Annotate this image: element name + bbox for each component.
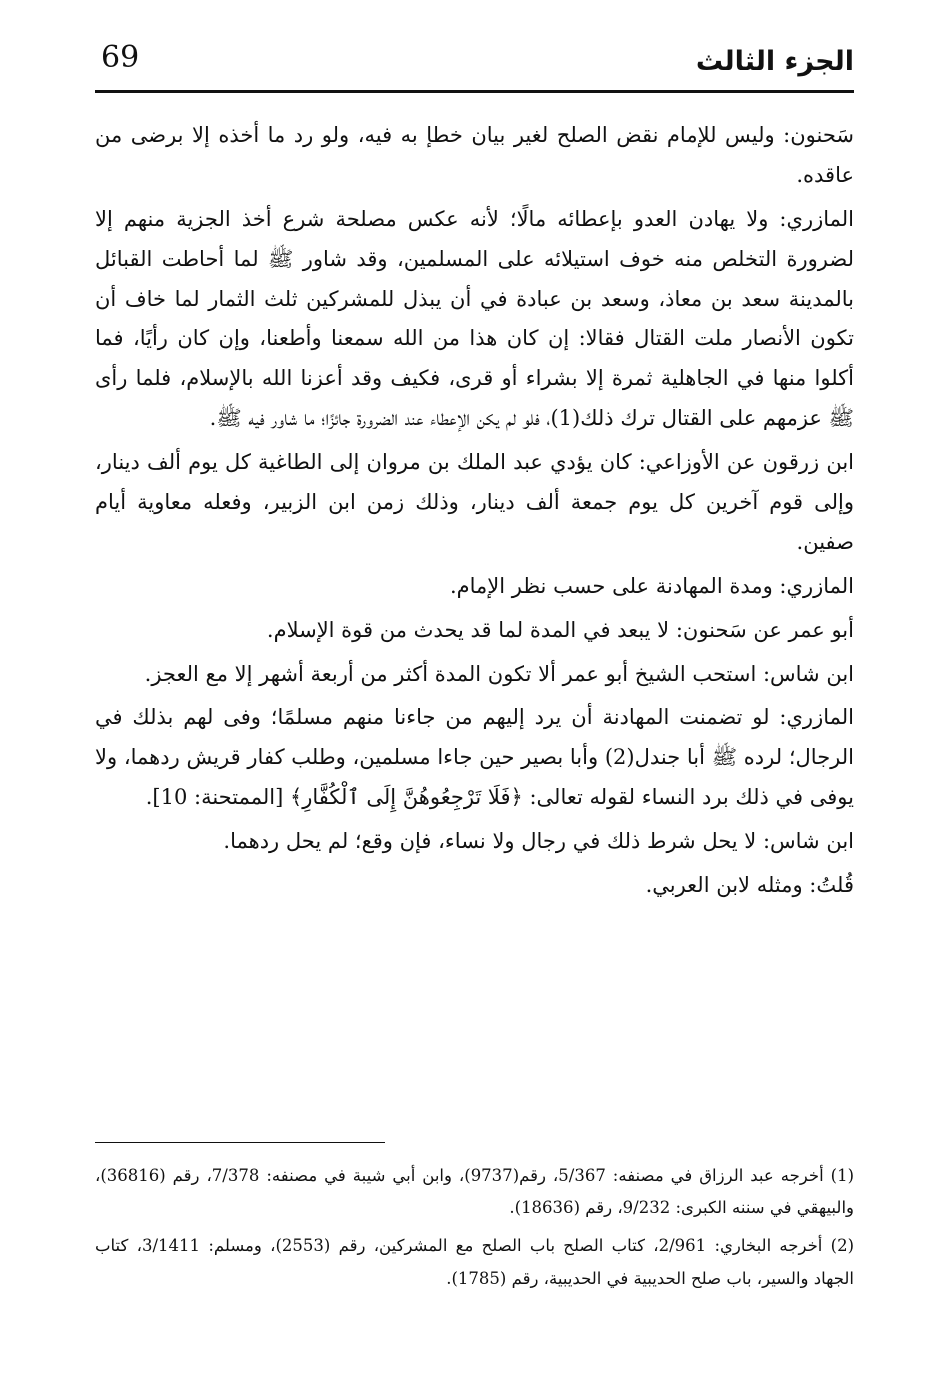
footnotes bbox=[95, 1160, 854, 1301]
page-number: 69 bbox=[101, 40, 140, 75]
page-header bbox=[95, 36, 854, 88]
footnote-1: (1) أخرجه عبد الرزاق في مصنفه: 5/367، رقم(9737)، وابن أبي شيبة في مصنفه: 7/378، رقم (36816)، والبيهقي في سننه الكبرى: 9/232، رقم (18636). bbox=[95, 1166, 854, 1218]
paragraph-mazari-tribute: المازري: ولا يهادن العدو بإعطائه مالًا؛ لأنه عكس مصلحة شرع أخذ الجزية منهم إلا لضرورة التخلص منه خوف استيلائه على المسلمين، وقد شاور ﷺ لما أحاطت القبائل بالمدينة سعد بن معاذ، وسعد بن عبادة في أن يبذل للمشركين ثلث الثمار لما خاف أن تكون الأنصار ملت القتال فقالا: إن كان هذا من الله سمعنا وأطعنا، وإن كان رأيًا، فما أكلوا منها في الجاهلية ثمرة إلا بشراء أو قرى، فكيف وقد أعزنا الله بالإسلام، فلما رأى ﷺ عزمهم على القتال ترك ذلك(1)، فلو لم يكن الإعطاء عند الضرورة جائزًا؛ ما شاور فيه ﷺ. bbox=[95, 206, 854, 431]
main-text bbox=[95, 112, 854, 906]
header-rule bbox=[95, 90, 854, 93]
paragraph-mazari-duration: المازري: ومدة المهادنة على حسب نظر الإمام. bbox=[449, 573, 854, 598]
paragraph-qultu: قُلتُ: ومثله لابن العربي. bbox=[645, 873, 854, 898]
paragraph-abu-umar: أبو عمر عن سَحنون: لا يبعد في المدة لما قد يحدث من قوة الإسلام. bbox=[266, 617, 854, 642]
footnote-rule bbox=[95, 1142, 385, 1143]
footnote-2: (2) أخرجه البخاري: 2/961، كتاب الصلح باب الصلح مع المشركين، رقم (2553)، ومسلم: 3/1411، كتاب الجهاد والسير، باب صلح الحديبية في الحديبية، رقم (1785). bbox=[95, 1236, 855, 1288]
paragraph-ibn-shas-months: ابن شاس: استحب الشيخ أبو عمر ألا تكون المدة أكثر من أربعة أشهر إلا مع العجز. bbox=[144, 661, 854, 686]
paragraph-ibn-zarqun: ابن زرقون عن الأوزاعي: كان يؤدي عبد الملك بن مروان إلى الطاغية كل يوم ألف دينار، وإلى قوم آخرين كل يوم جمعة ألف دينار، وذلك زمن ابن الزبير، وفعله معاوية أيام صفين. bbox=[95, 450, 854, 554]
paragraph-ibn-shas-condition: ابن شاس: لا يحل شرط ذلك في رجال ولا نساء، فإن وقع؛ لم يحل ردهما. bbox=[223, 829, 854, 854]
running-title: الجزء الثالث bbox=[695, 46, 854, 77]
paragraph-sahnun: سَحنون: وليس للإمام نقض الصلح لغير بيان خطإ به فيه، ولو رد ما أخذه إلا برضى من عاقده. bbox=[95, 123, 854, 187]
paragraph-mazari-return: المازري: لو تضمنت المهادنة أن يرد إليهم من جاءنا منهم مسلمًا؛ وفى لهم بذلك في الرجال؛ لرده ﷺ أبا جندل(2) وأبا بصير حين جاءا مسلمين، وطلب كفار قريش ردهما، ولا يوفى في ذلك برد النساء لقوله تعالى: ﴿فَلَا تَرْجِعُوهُنَّ إِلَى ٱلْكُفَّارِ﴾ [الممتحنة: 10]. bbox=[95, 705, 854, 810]
